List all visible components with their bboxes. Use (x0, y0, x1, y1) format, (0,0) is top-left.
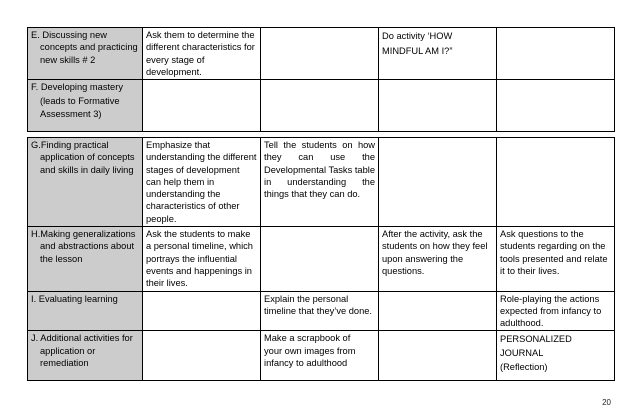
row-label-cell (28, 138, 143, 227)
table-cell (497, 331, 615, 381)
cell-text: PERSONALIZED JOURNAL (Reflection) (500, 334, 572, 373)
lesson-plan-table-bottom (27, 137, 615, 381)
table-cell (261, 80, 379, 132)
table-cell: Ask them to determine the different characteristics for every stage of development. (143, 28, 261, 80)
table-row (28, 28, 615, 80)
cell-text: Make a scrapbook of your own images from infancy to adulthood (264, 333, 356, 369)
row-label-cell (28, 331, 143, 381)
table-cell (497, 80, 615, 132)
row-label-cell (28, 291, 143, 331)
row-label: G.Finding practical application of concepts and skills in daily living (31, 140, 135, 175)
row-label: F. Developing mastery (leads to Formative Assessment 3) (31, 82, 123, 120)
table-cell (379, 28, 497, 80)
table-row (28, 138, 615, 227)
row-label-cell (28, 28, 143, 80)
table-cell (379, 80, 497, 132)
row-label: H.Making generalizations and abstractions about the lesson (31, 229, 136, 264)
table-row (28, 80, 615, 132)
table-cell: Ask questions to the students regarding on the tools presented and relate it to their lives. (497, 227, 615, 291)
lesson-plan-table-top (27, 27, 615, 132)
row-label-cell (28, 80, 143, 132)
table-cell (261, 28, 379, 80)
table-row (28, 227, 615, 291)
row-label: E. Discussing new concepts and practicing new skills # 2 (31, 30, 138, 65)
table-cell (261, 227, 379, 291)
table-cell (143, 291, 261, 331)
table-cell: Emphasize that understanding the different stages of development can help them in understanding the characteristics of other people. (143, 138, 261, 227)
table-cell (143, 331, 261, 381)
table-row (28, 291, 615, 331)
table-cell (379, 138, 497, 227)
row-label: J. Additional activities for application or remediation (31, 333, 133, 369)
page-number: 20 (602, 398, 611, 407)
table-cell (379, 291, 497, 331)
table-cell (497, 28, 615, 80)
table-cell: Tell the students on how they can use the Developmental Tasks table in understanding the things that they can do. (261, 138, 379, 227)
table-cell: After the activity, ask the students on how they feel upon answering the questions. (379, 227, 497, 291)
table-cell: Explain the personal timeline that they’ve done. (261, 291, 379, 331)
cell-text: Do activity ‘HOW MINDFUL AM I?” (382, 31, 453, 56)
table-cell (497, 138, 615, 227)
table-cell (261, 331, 379, 381)
table-row (28, 331, 615, 381)
table-cell (379, 331, 497, 381)
table-cell (143, 80, 261, 132)
table-cell: Ask the students to make a personal timeline, which portrays the influential events and happenings in their lives. (143, 227, 261, 291)
row-label: I. Evaluating learning (31, 293, 118, 304)
table-cell: Role-playing the actions expected from infancy to adulthood. (497, 291, 615, 331)
row-label-cell (28, 227, 143, 291)
